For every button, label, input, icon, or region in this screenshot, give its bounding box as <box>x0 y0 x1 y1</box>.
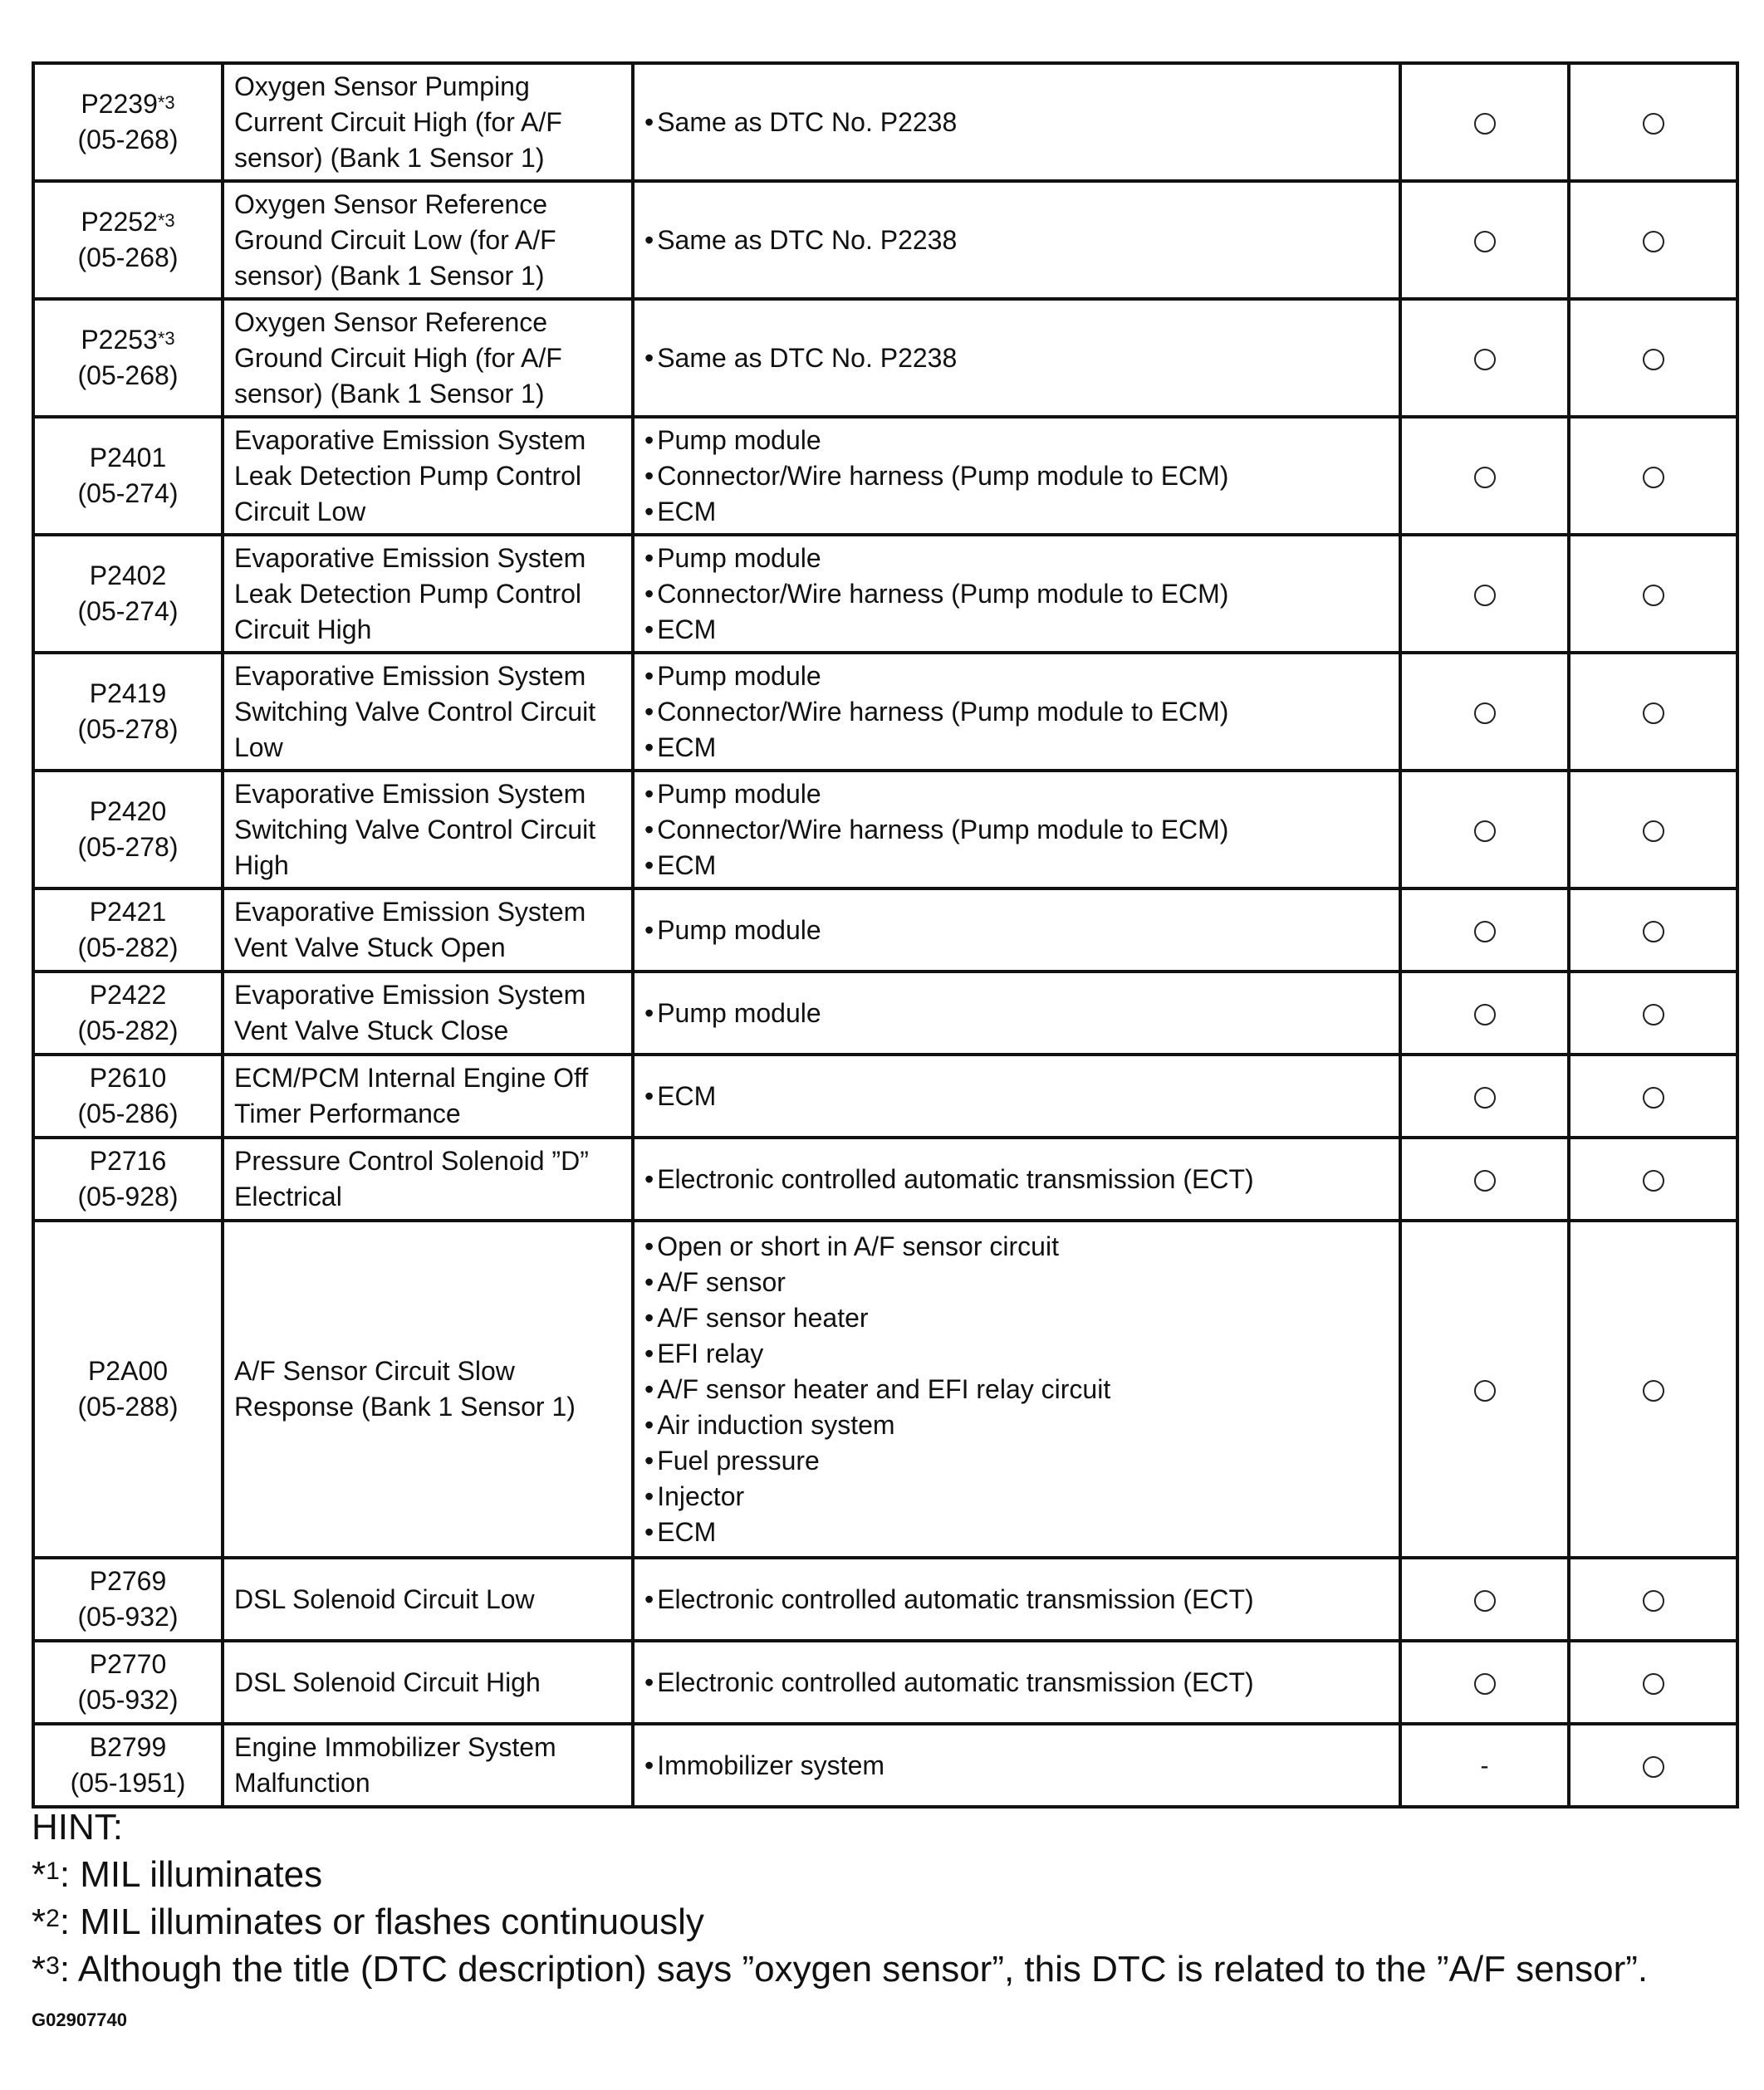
table-row <box>33 1558 1737 1641</box>
dtc-page-ref: (05-268) <box>77 360 179 390</box>
table-row <box>33 1724 1737 1807</box>
trouble-area-item: • Same as DTC No. P2238 <box>644 105 1390 140</box>
circle-mark-icon <box>1643 1756 1664 1778</box>
dtc-code-cell <box>33 1558 223 1641</box>
trouble-area-item: • Connector/Wire harness (Pump module to ECM) <box>644 458 1390 494</box>
mil-cell <box>1400 1138 1569 1221</box>
dtc-code: P2420 <box>89 796 167 826</box>
hint-section <box>32 1804 1648 1993</box>
memory-cell <box>1569 1055 1737 1138</box>
dtc-code-cell <box>33 653 223 771</box>
dtc-page-ref: (05-932) <box>77 1685 179 1715</box>
dtc-code: P2770 <box>89 1649 167 1679</box>
trouble-area-cell <box>633 299 1400 417</box>
trouble-area-item: • Electronic controlled automatic transmission (ECT) <box>644 1582 1390 1618</box>
circle-mark-icon <box>1474 1673 1496 1695</box>
table-row <box>33 535 1737 653</box>
detection-item: Evaporative Emission System Leak Detection Pump Control Circuit Low <box>223 417 633 535</box>
trouble-area-item: • ECM <box>644 848 1390 883</box>
circle-mark-icon <box>1474 467 1496 488</box>
trouble-area-cell <box>633 181 1400 299</box>
trouble-area-item: • Fuel pressure <box>644 1443 1390 1479</box>
table-row <box>33 1055 1737 1138</box>
memory-cell <box>1569 1138 1737 1221</box>
dtc-code-cell <box>33 1641 223 1724</box>
circle-mark-icon <box>1643 702 1664 724</box>
trouble-area-item: • Same as DTC No. P2238 <box>644 223 1390 258</box>
memory-cell <box>1569 299 1737 417</box>
trouble-area-cell <box>633 417 1400 535</box>
trouble-area-item: • ECM <box>644 612 1390 648</box>
trouble-area-item: • Immobilizer system <box>644 1748 1390 1784</box>
dtc-code: P2610 <box>89 1063 167 1093</box>
circle-mark-icon <box>1643 820 1664 842</box>
detection-item: Evaporative Emission System Switching Valve Control Circuit High <box>223 771 633 888</box>
dtc-page-ref: (05-278) <box>77 714 179 744</box>
trouble-area-item: • A/F sensor heater and EFI relay circuit <box>644 1372 1390 1407</box>
trouble-area-cell <box>633 1641 1400 1724</box>
trouble-area-cell <box>633 1138 1400 1221</box>
dtc-code-cell <box>33 181 223 299</box>
detection-item: ECM/PCM Internal Engine Off Timer Performance <box>223 1055 633 1138</box>
dtc-code: P2239 <box>81 89 158 119</box>
table-row <box>33 1641 1737 1724</box>
table-row <box>33 972 1737 1055</box>
dtc-code-cell <box>33 1221 223 1558</box>
circle-mark-icon <box>1474 702 1496 724</box>
trouble-area-item: • ECM <box>644 1515 1390 1550</box>
circle-mark-icon <box>1474 231 1496 252</box>
trouble-area-item: • Open or short in A/F sensor circuit <box>644 1229 1390 1265</box>
trouble-area-item: • Same as DTC No. P2238 <box>644 340 1390 376</box>
mil-dash: - <box>1480 1752 1489 1779</box>
dtc-code: P2421 <box>89 897 167 927</box>
dtc-code-cell <box>33 535 223 653</box>
trouble-area-cell <box>633 771 1400 888</box>
circle-mark-icon <box>1643 1590 1664 1612</box>
dtc-page-ref: (05-1951) <box>70 1768 186 1798</box>
circle-mark-icon <box>1474 820 1496 842</box>
detection-item: DSL Solenoid Circuit Low <box>223 1558 633 1641</box>
dtc-code-cell <box>33 299 223 417</box>
circle-mark-icon <box>1643 349 1664 370</box>
dtc-page-ref: (05-268) <box>77 242 179 272</box>
trouble-area-item: • Connector/Wire harness (Pump module to ECM) <box>644 576 1390 612</box>
circle-mark-icon <box>1474 1590 1496 1612</box>
mil-cell <box>1400 1641 1569 1724</box>
memory-cell <box>1569 535 1737 653</box>
mil-cell <box>1400 63 1569 181</box>
detection-item: Engine Immobilizer System Malfunction <box>223 1724 633 1807</box>
mil-cell <box>1400 535 1569 653</box>
dtc-table-body <box>33 63 1737 1807</box>
trouble-area-item: • Pump module <box>644 541 1390 576</box>
memory-cell <box>1569 1724 1737 1807</box>
detection-item: Oxygen Sensor Reference Ground Circuit High (for A/F sensor) (Bank 1 Sensor 1) <box>223 299 633 417</box>
memory-cell <box>1569 181 1737 299</box>
dtc-page-ref: (05-268) <box>77 125 179 154</box>
detection-item: Oxygen Sensor Pumping Current Circuit High (for A/F sensor) (Bank 1 Sensor 1) <box>223 63 633 181</box>
trouble-area-item: • Pump module <box>644 776 1390 812</box>
trouble-area-item: • ECM <box>644 730 1390 766</box>
trouble-area-cell <box>633 1724 1400 1807</box>
memory-cell <box>1569 653 1737 771</box>
trouble-area-item: • ECM <box>644 494 1390 530</box>
footnote-1: *$^1$: MIL illuminates <box>32 1854 323 1895</box>
table-row <box>33 417 1737 535</box>
detection-item: Evaporative Emission System Switching Valve Control Circuit Low <box>223 653 633 771</box>
mil-cell <box>1400 972 1569 1055</box>
dtc-code: P2769 <box>89 1566 167 1596</box>
dtc-code-cell <box>33 417 223 535</box>
trouble-area-item: • Pump module <box>644 658 1390 694</box>
circle-mark-icon <box>1474 1380 1496 1402</box>
dtc-footnote-mark: *3 <box>157 210 175 231</box>
trouble-area-item: • A/F sensor <box>644 1265 1390 1300</box>
memory-cell <box>1569 417 1737 535</box>
detection-item: Evaporative Emission System Vent Valve Stuck Close <box>223 972 633 1055</box>
mil-cell <box>1400 1221 1569 1558</box>
dtc-page-ref: (05-288) <box>77 1392 179 1422</box>
dtc-footnote-mark: *3 <box>157 328 175 349</box>
memory-cell <box>1569 1221 1737 1558</box>
footnote-2: *$^2$: MIL illuminates or flashes continuously <box>32 1902 704 1942</box>
mil-cell <box>1400 1724 1569 1807</box>
circle-mark-icon <box>1643 1170 1664 1192</box>
detection-item: Oxygen Sensor Reference Ground Circuit Low (for A/F sensor) (Bank 1 Sensor 1) <box>223 181 633 299</box>
table-row <box>33 63 1737 181</box>
dtc-code: P2252 <box>81 207 158 237</box>
dtc-code: P2A00 <box>87 1356 169 1386</box>
detection-item: A/F Sensor Circuit Slow Response (Bank 1 Sensor 1) <box>223 1221 633 1558</box>
detection-item: Pressure Control Solenoid ”D” Electrical <box>223 1138 633 1221</box>
memory-cell <box>1569 972 1737 1055</box>
mil-cell <box>1400 888 1569 972</box>
dtc-code: P2716 <box>89 1146 167 1176</box>
memory-cell <box>1569 63 1737 181</box>
mil-cell <box>1400 771 1569 888</box>
trouble-area-item: • Connector/Wire harness (Pump module to ECM) <box>644 694 1390 730</box>
hint-title: HINT: <box>32 1807 123 1848</box>
trouble-area-item: • Connector/Wire harness (Pump module to ECM) <box>644 812 1390 848</box>
trouble-area-item: • Electronic controlled automatic transmission (ECT) <box>644 1162 1390 1197</box>
dtc-code-cell <box>33 1138 223 1221</box>
dtc-code: B2799 <box>89 1732 167 1762</box>
memory-cell <box>1569 1641 1737 1724</box>
memory-cell <box>1569 1558 1737 1641</box>
dtc-page-ref: (05-274) <box>77 596 179 626</box>
dtc-page-ref: (05-928) <box>77 1182 179 1211</box>
trouble-area-item: • Electronic controlled automatic transmission (ECT) <box>644 1665 1390 1701</box>
memory-cell <box>1569 888 1737 972</box>
dtc-page-ref: (05-278) <box>77 832 179 862</box>
table-row <box>33 181 1737 299</box>
mil-cell <box>1400 1558 1569 1641</box>
dtc-code-cell <box>33 888 223 972</box>
circle-mark-icon <box>1474 1170 1496 1192</box>
circle-mark-icon <box>1643 1673 1664 1695</box>
table-row <box>33 771 1737 888</box>
table-row <box>33 653 1737 771</box>
dtc-code: P2402 <box>89 560 167 590</box>
trouble-area-cell <box>633 1055 1400 1138</box>
trouble-area-item: • A/F sensor heater <box>644 1300 1390 1336</box>
trouble-area-cell <box>633 63 1400 181</box>
circle-mark-icon <box>1474 113 1496 135</box>
circle-mark-icon <box>1643 1380 1664 1402</box>
circle-mark-icon <box>1643 921 1664 942</box>
dtc-code: P2422 <box>89 980 167 1010</box>
circle-mark-icon <box>1474 1087 1496 1109</box>
dtc-code: P2253 <box>81 325 158 355</box>
trouble-area-item: • ECM <box>644 1079 1390 1114</box>
circle-mark-icon <box>1474 349 1496 370</box>
footnote-3: *$^3$: Although the title (DTC description) says ”oxygen sensor”, this DTC is related to the ”A/F sensor”. <box>32 1949 1649 1990</box>
trouble-area-item: • Pump module <box>644 423 1390 458</box>
memory-cell <box>1569 771 1737 888</box>
trouble-area-cell <box>633 535 1400 653</box>
circle-mark-icon <box>1474 921 1496 942</box>
dtc-page-ref: (05-274) <box>77 478 179 508</box>
dtc-code: P2401 <box>89 443 167 472</box>
figure-code: G02907740 <box>32 2009 127 2030</box>
circle-mark-icon <box>1474 585 1496 606</box>
table-row <box>33 1221 1737 1558</box>
mil-cell <box>1400 1055 1569 1138</box>
dtc-code-cell <box>33 972 223 1055</box>
circle-mark-icon <box>1474 1004 1496 1025</box>
dtc-code-cell <box>33 771 223 888</box>
circle-mark-icon <box>1643 467 1664 488</box>
dtc-table <box>32 61 1739 1809</box>
dtc-code: P2419 <box>89 678 167 708</box>
detection-item: Evaporative Emission System Vent Valve Stuck Open <box>223 888 633 972</box>
table-row <box>33 888 1737 972</box>
mil-cell <box>1400 299 1569 417</box>
trouble-area-cell <box>633 1221 1400 1558</box>
circle-mark-icon <box>1643 1004 1664 1025</box>
table-row <box>33 1138 1737 1221</box>
mil-cell <box>1400 181 1569 299</box>
mil-cell <box>1400 417 1569 535</box>
trouble-area-item: • EFI relay <box>644 1336 1390 1372</box>
circle-mark-icon <box>1643 585 1664 606</box>
trouble-area-cell <box>633 1558 1400 1641</box>
table-row <box>33 299 1737 417</box>
trouble-area-item: • Pump module <box>644 996 1390 1031</box>
circle-mark-icon <box>1643 1087 1664 1109</box>
trouble-area-cell <box>633 972 1400 1055</box>
trouble-area-cell <box>633 888 1400 972</box>
detection-item: Evaporative Emission System Leak Detection Pump Control Circuit High <box>223 535 633 653</box>
mil-cell <box>1400 653 1569 771</box>
trouble-area-cell <box>633 653 1400 771</box>
dtc-code-cell <box>33 1724 223 1807</box>
dtc-page-ref: (05-932) <box>77 1602 179 1632</box>
trouble-area-item: • Injector <box>644 1479 1390 1515</box>
trouble-area-item: • Pump module <box>644 913 1390 948</box>
circle-mark-icon <box>1643 113 1664 135</box>
trouble-area-item: • Air induction system <box>644 1407 1390 1443</box>
dtc-code-cell <box>33 1055 223 1138</box>
dtc-footnote-mark: *3 <box>157 92 175 113</box>
circle-mark-icon <box>1643 231 1664 252</box>
dtc-page-ref: (05-282) <box>77 1016 179 1045</box>
dtc-page-ref: (05-282) <box>77 932 179 962</box>
detection-item: DSL Solenoid Circuit High <box>223 1641 633 1724</box>
dtc-code-cell <box>33 63 223 181</box>
dtc-page-ref: (05-286) <box>77 1099 179 1128</box>
